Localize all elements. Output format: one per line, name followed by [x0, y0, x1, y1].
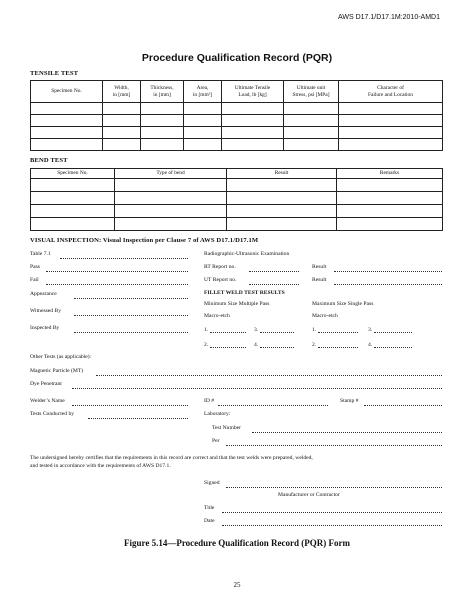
macro-etch-label-max: Macro-etch: [312, 313, 338, 319]
magnetic-particle-label: Magnetic Particle (MT): [30, 368, 84, 374]
tensile-col-width: Width, in [mm]: [103, 81, 141, 103]
table-row: [31, 103, 443, 115]
macro-etch-label-min: Macro-etch: [204, 313, 230, 319]
page-number: 25: [233, 581, 241, 589]
table-7-1-label: Table 7.1: [30, 251, 51, 257]
certification-line-2: and tested in accordance with the requirements of AWS D17.1.: [30, 463, 171, 469]
bend-col-specimen: Specimen No.: [31, 169, 115, 179]
bend-header-row: [31, 169, 443, 179]
signed-field[interactable]: [226, 487, 442, 488]
tensile-col-area: Area, in [mm²]: [184, 81, 222, 103]
min-macro-4: 4.: [254, 341, 294, 348]
test-number-label: Test Number: [212, 425, 241, 431]
tests-conducted-by-field[interactable]: [88, 418, 188, 419]
tensile-col-load: Ultimate Tensile Load, lb [kg]: [222, 81, 284, 103]
dye-penetrant-label: Dye Penetrant: [30, 381, 62, 387]
max-macro-4: 4.: [368, 341, 412, 348]
rt-result-label: Result: [312, 264, 327, 270]
bend-col-result: Result: [227, 169, 337, 179]
magnetic-particle-field[interactable]: [96, 375, 442, 376]
appearance-field[interactable]: [74, 298, 188, 299]
bend-test-table: [30, 168, 443, 231]
date-field[interactable]: [222, 525, 442, 526]
max-macro-1: 1.: [312, 326, 358, 333]
tensile-col-failure: Character of Failure and Location: [339, 81, 443, 103]
ut-report-label: UT Report no.: [204, 277, 237, 283]
tensile-test-heading: TENSILE TEST: [30, 70, 79, 77]
pass-label: Pass: [30, 264, 40, 270]
table-row: [31, 139, 443, 151]
min-size-label: Minimum Size Multiple Pass: [204, 301, 270, 307]
min-macro-2: 2.: [204, 341, 246, 348]
fail-field[interactable]: [46, 284, 188, 285]
ut-result-field[interactable]: [334, 284, 442, 285]
tensile-test-table: [30, 80, 443, 151]
fail-label: Fail: [30, 277, 39, 283]
inspected-by-field[interactable]: [74, 332, 188, 333]
fillet-weld-heading: FILLET WELD TEST RESULTS: [204, 290, 285, 296]
tensile-col-stress: Ultimate unit Stress, psi [MPa]: [284, 81, 339, 103]
welders-name-label: Welder’s Name: [30, 398, 65, 404]
max-macro-2: 2.: [312, 341, 358, 348]
table-row: [31, 127, 443, 139]
table-row: [31, 179, 443, 192]
max-size-label: Maximum Size Single Pass: [312, 301, 374, 307]
figure-caption: Figure 5.14—Procedure Qualification Record (PQR) Form: [124, 538, 350, 548]
per-field[interactable]: [226, 445, 442, 446]
table-row: [31, 205, 443, 218]
title-label: Title: [204, 505, 215, 511]
tensile-col-thickness: Thickness, in [mm]: [141, 81, 184, 103]
inspected-by-label: Inspected By: [30, 325, 60, 331]
title-field[interactable]: [222, 512, 442, 513]
bend-col-remarks: Remarks: [337, 169, 443, 179]
page-title: Procedure Qualification Record (PQR): [141, 52, 333, 64]
per-label: Per: [212, 438, 220, 444]
certification-line-1: The undersigned hereby certifies that the requirements in this record are correct and that the test welds were prepared, welded,: [30, 455, 313, 461]
ut-report-field[interactable]: [249, 284, 299, 285]
min-macro-1: 1.: [204, 326, 246, 333]
tensile-col-specimen: Specimen No.: [31, 81, 103, 103]
table-row: [31, 115, 443, 127]
appearance-label: Appearance: [30, 291, 57, 297]
dye-penetrant-field[interactable]: [72, 388, 442, 389]
stamp-label: Stamp #: [340, 398, 359, 404]
witnessed-by-field[interactable]: [74, 315, 188, 316]
ut-result-label: Result: [312, 277, 327, 283]
other-tests-label: Other Tests (as applicable):: [30, 354, 92, 360]
manufacturer-label: Manufacturer or Contractor: [278, 492, 340, 498]
visual-inspection-heading: VISUAL INSPECTION: Visual Inspection per Clause 7 of AWS D17.1/D17.1M: [30, 237, 259, 244]
radiographic-heading: Radiographic-Ultrasonic Examination: [204, 251, 290, 257]
id-label: ID #: [204, 398, 215, 404]
max-macro-3: 3.: [368, 326, 412, 333]
tensile-header-row: [31, 81, 443, 103]
welders-name-field[interactable]: [72, 405, 188, 406]
stamp-field[interactable]: [364, 405, 442, 406]
rt-report-label: RT Report no.: [204, 264, 236, 270]
rt-report-field[interactable]: [249, 271, 299, 272]
rt-result-field[interactable]: [334, 271, 442, 272]
table-row: [31, 192, 443, 205]
document-header: AWS D17.1/D17.1M:2010-AMD1: [337, 14, 440, 21]
bend-test-heading: BEND TEST: [30, 157, 68, 164]
test-number-field[interactable]: [252, 432, 442, 433]
signed-label: Signed: [204, 480, 220, 486]
table-7-1-field[interactable]: [60, 258, 188, 259]
laboratory-label: Laboratory:: [204, 411, 231, 417]
bend-col-type: Type of bend: [115, 169, 227, 179]
date-label: Date: [204, 518, 215, 524]
tests-conducted-by-label: Tests Conducted by: [30, 411, 75, 417]
witnessed-by-label: Witnessed By: [30, 308, 62, 314]
table-row: [31, 218, 443, 231]
min-macro-3: 3.: [254, 326, 294, 333]
pass-field[interactable]: [46, 271, 188, 272]
id-field[interactable]: [218, 405, 328, 406]
